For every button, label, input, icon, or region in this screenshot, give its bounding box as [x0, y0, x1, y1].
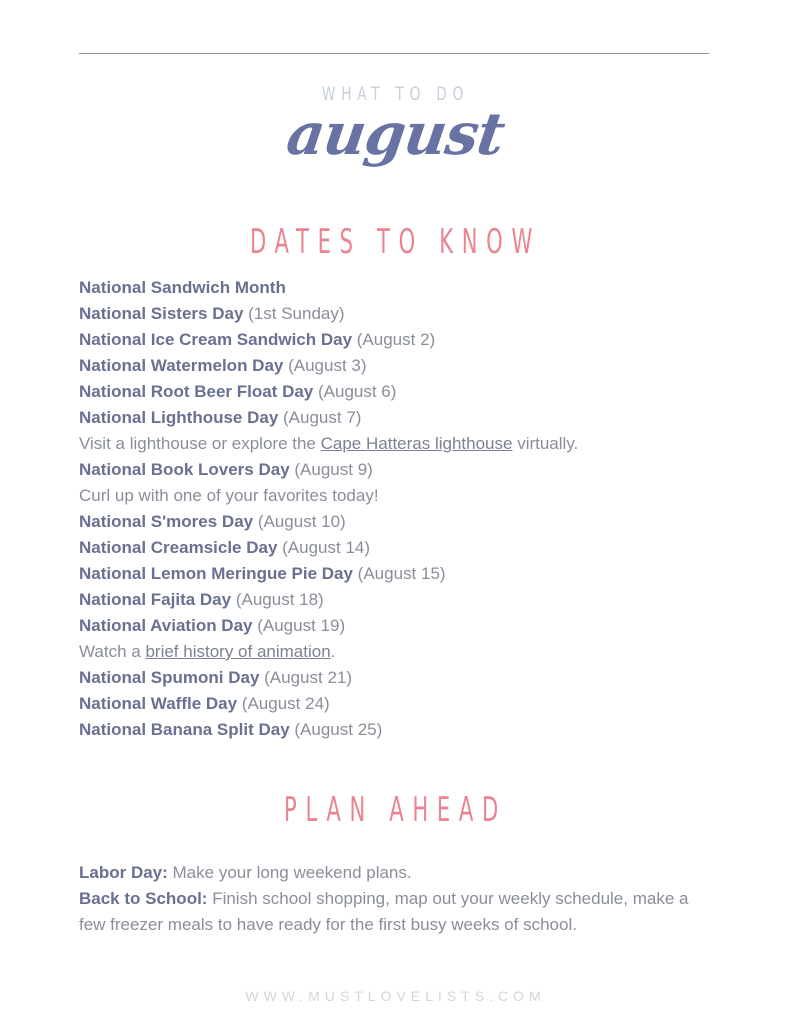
- observance-name: National Creamsicle Day: [79, 538, 278, 557]
- footer-website: WWW.MUSTLOVELISTS.COM: [245, 988, 546, 1004]
- observance-name: National Lemon Meringue Pie Day: [79, 564, 353, 583]
- observance-date: (August 25): [289, 720, 383, 739]
- page-kicker: WHAT TO DO: [321, 83, 470, 105]
- observance-name: National Aviation Day: [79, 616, 253, 635]
- observance-name: National Fajita Day: [79, 590, 232, 609]
- observance-name: National Sandwich Month: [79, 278, 286, 297]
- observance-name: National Ice Cream Sandwich Day: [79, 330, 353, 349]
- list-item: [79, 353, 729, 379]
- observance-name: National Spumoni Day: [79, 668, 260, 687]
- list-item: [79, 535, 729, 561]
- animation-history-link[interactable]: brief history of animation: [145, 642, 331, 661]
- list-item: [79, 301, 729, 327]
- observance-date: (August 14): [277, 538, 371, 557]
- list-item: [79, 457, 729, 483]
- dates-to-know-heading: DATES TO KNOW: [250, 222, 541, 262]
- observance-name: National Lighthouse Day: [79, 408, 279, 427]
- observance-date: (August 18): [231, 590, 324, 609]
- list-item: [79, 405, 729, 431]
- observance-name: National S'mores Day: [79, 512, 254, 531]
- note-text: Curl up with one of your favorites today!: [79, 486, 379, 505]
- list-item-note: [79, 431, 729, 457]
- observance-date: (August 9): [289, 460, 373, 479]
- list-item: [79, 613, 729, 639]
- list-item-note: [79, 639, 729, 665]
- observance-date: (August 2): [352, 330, 436, 349]
- observance-date: (August 19): [252, 616, 346, 635]
- list-item: [79, 379, 729, 405]
- observance-name: National Watermelon Day: [79, 356, 284, 375]
- list-item: [79, 587, 729, 613]
- top-divider: [79, 53, 709, 54]
- observance-name: National Book Lovers Day: [79, 460, 290, 479]
- plan-item-label: Back to School:: [79, 889, 208, 908]
- plan-ahead-content: [79, 860, 719, 938]
- plan-item-text: Finish school shopping, map out your weekly schedule, make a few freezer meals to have ready for the first busy weeks of school.: [79, 889, 689, 934]
- list-item-note: [79, 483, 729, 509]
- observance-name: National Banana Split Day: [79, 720, 290, 739]
- list-item: [79, 665, 729, 691]
- plan-ahead-heading: PLAN AHEAD: [284, 790, 507, 830]
- plan-item-text: Make your long weekend plans.: [167, 863, 412, 882]
- observance-date: (August 6): [313, 382, 397, 401]
- observance-name: National Root Beer Float Day: [79, 382, 314, 401]
- plan-item: [79, 860, 719, 886]
- observance-date: (1st Sunday): [243, 304, 345, 323]
- observance-date: (August 24): [237, 694, 330, 713]
- dates-list: [79, 275, 729, 743]
- observance-name: National Waffle Day: [79, 694, 238, 713]
- page-title: august: [282, 100, 509, 168]
- note-text: virtually.: [512, 434, 579, 453]
- list-item: [79, 691, 729, 717]
- observance-date: (August 10): [253, 512, 346, 531]
- list-item: [79, 561, 729, 587]
- note-text: .: [330, 642, 336, 661]
- list-item: [79, 327, 729, 353]
- observance-name: National Sisters Day: [79, 304, 244, 323]
- list-item: [79, 509, 729, 535]
- observance-date: (August 7): [278, 408, 362, 427]
- note-text: Visit a lighthouse or explore the: [79, 434, 321, 453]
- cape-hatteras-lighthouse-link[interactable]: Cape Hatteras lighthouse: [320, 434, 513, 453]
- observance-date: (August 3): [283, 356, 367, 375]
- list-item: [79, 275, 729, 301]
- note-text: Watch a: [79, 642, 146, 661]
- plan-item: [79, 886, 719, 938]
- list-item: [79, 717, 729, 743]
- plan-item-label: Labor Day:: [79, 863, 168, 882]
- observance-date: (August 15): [352, 564, 446, 583]
- observance-date: (August 21): [259, 668, 353, 687]
